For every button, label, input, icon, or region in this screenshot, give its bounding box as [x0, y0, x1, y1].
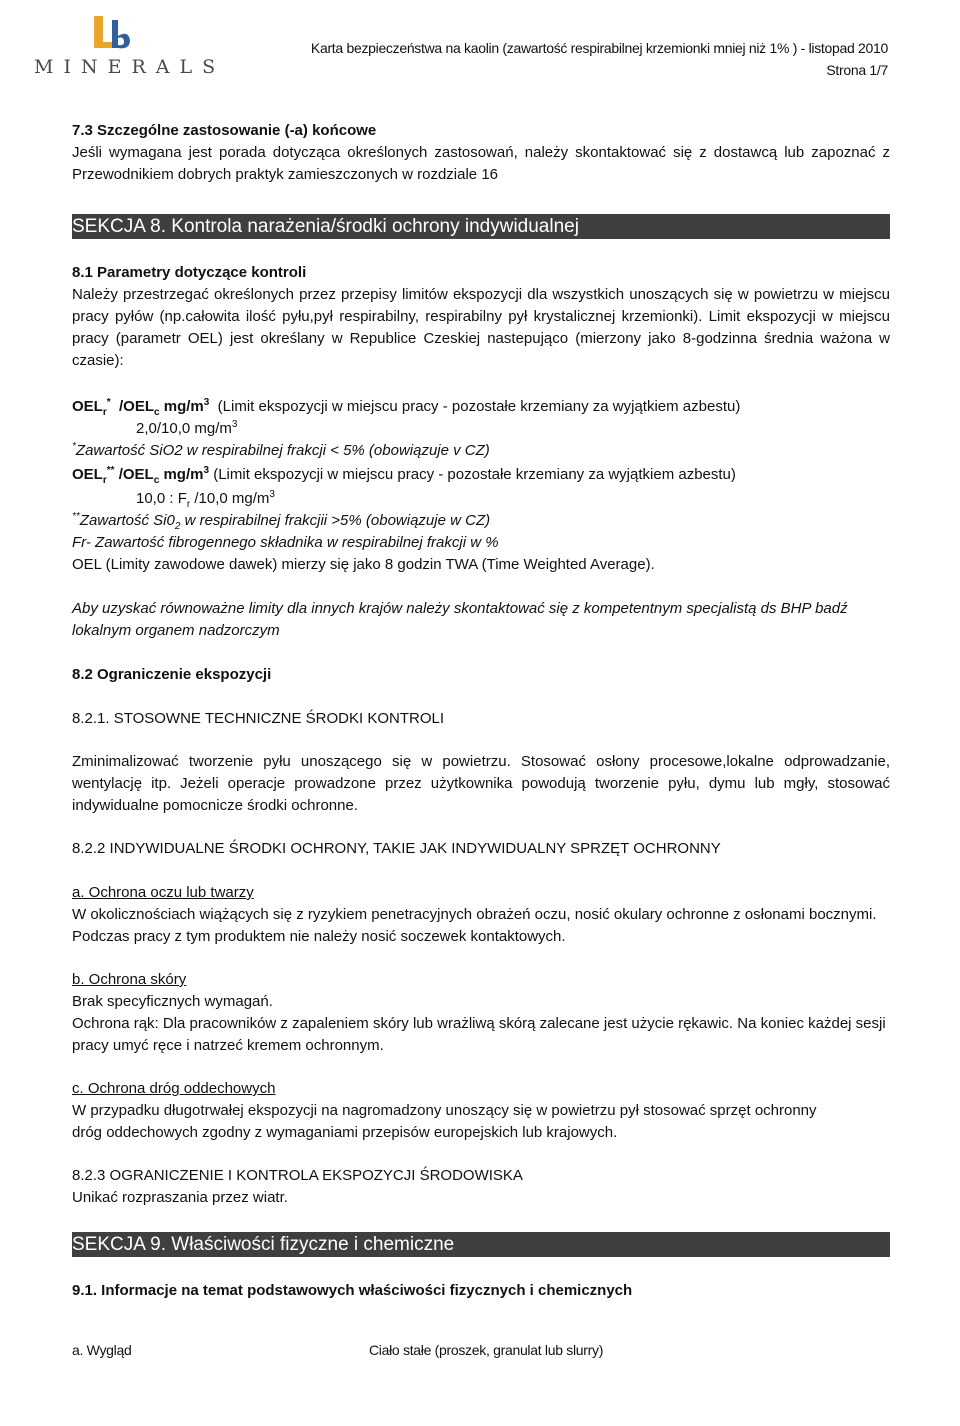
oel-2-value-a: 10,0 : F — [136, 490, 187, 507]
oel-c-label: /OEL — [119, 398, 155, 415]
footnote-1-text: Zawartość SiO2 w respirabilnej frakcji < 5% (obowiązuje v CZ) — [75, 442, 490, 459]
skin-protection-text-1: Brak specyficznych wymagań. — [72, 993, 273, 1010]
section-8-header-text: SEKCJA 8. Kontrola narażenia/środki ochrony indywidualnej — [72, 216, 579, 237]
footnote-2-text-b: w respirabilnej frakcjii >5% (obowiązuje w CZ) — [180, 512, 491, 529]
oel-line-1 — [72, 396, 890, 418]
footnote-1-marker: * — [72, 441, 76, 452]
oel-sup-star: ** — [106, 465, 115, 476]
oel-2-value-b: /10,0 mg/m — [194, 490, 270, 507]
oel-unit-sup: 3 — [203, 465, 210, 476]
oel-sub-c: c — [153, 475, 160, 486]
oel-1-value-text: 2,0/10,0 mg/m — [136, 420, 232, 437]
oel-sub-r: r — [102, 407, 107, 418]
eye-protection-heading: a. Ochrona oczu lub twarzy — [72, 884, 254, 901]
oel-definition: OEL (Limity zawodowe dawek) mierzy się jako 8 godzin TWA (Time Weighted Average). — [72, 556, 655, 573]
document-title: Karta bezpieczeństwa na kaolin (zawartość respirabilnej krzemionki mniej niż 1% ) - listopad 2010 — [310, 40, 888, 56]
oel-unit-sup: 3 — [203, 397, 210, 408]
oel-2-value-sub: r — [186, 499, 191, 510]
oel-sub-r: r — [102, 475, 107, 486]
oel-2-value-sup: 3 — [269, 489, 275, 500]
minerals-logo — [28, 12, 226, 80]
fr-definition: Fr- Zawartość fibrogennego składnika w respirabilnej frakcji w % — [72, 534, 499, 551]
section-8-2-3-text: Unikać rozpraszania przez wiatr. — [72, 1189, 288, 1206]
section-8-2-1-title: 8.2.1. STOSOWNE TECHNICZNE ŚRODKI KONTROLI — [72, 710, 445, 727]
section-7-3-text: Jeśli wymagana jest porada dotycząca określonych zastosowań, należy skontaktować się z dostawcą lub zapoznać z Przewodnikiem dobrych praktyk zamieszczonych w rozdziale 16 — [72, 144, 890, 183]
respiratory-protection-heading: c. Ochrona dróg oddechowych — [72, 1080, 276, 1097]
section-8-2-2-title: 8.2.2 INDYWIDUALNE ŚRODKI OCHRONY, TAKIE JAK INDYWIDUALNY SPRZĘT OCHRONNY — [72, 840, 721, 857]
section-8-1-title: 8.1 Parametry dotyczące kontroli — [72, 264, 307, 281]
oel-sub-c: c — [154, 407, 160, 418]
oel-2-value — [72, 488, 954, 510]
footnote-2-marker: ** — [72, 511, 80, 522]
eye-protection-text: W okolicznościach wiążących się z ryzykiem penetracyjnych obrażeń oczu, nosić okulary ochronne z osłonami bocznymi. Podczas pracy z tym produktem nie należy nosić soczewek kontaktowych. — [72, 906, 877, 945]
oel-1-value-sup: 3 — [231, 419, 238, 430]
skin-protection-title — [72, 969, 890, 991]
skin-protection-text-2: Ochrona rąk: Dla pracowników z zapaleniem skóry lub wrażliwą skórą zalecane jest użycie rękawic. Na koniec każdej sesji pracy umyć ręce i natrzeć kremem ochronnym. — [72, 1015, 886, 1054]
property-a-label: a. Wygląd — [72, 1342, 132, 1358]
section-9-1-title: 9.1. Informacje na temat podstawowych właściwości fizycznych i chemicznych — [72, 1282, 633, 1299]
section-9-header-text: SEKCJA 9. Właściwości fizyczne i chemiczne — [72, 1234, 455, 1255]
eye-protection-title — [72, 882, 890, 904]
footnote-2 — [72, 510, 890, 532]
oel-line-2 — [72, 464, 890, 486]
section-8-2-3-title: 8.2.3 OGRANICZENIE I KONTROLA EKSPOZYCJI ŚRODOWISKA — [72, 1167, 523, 1184]
footnote-2-text-a: Zawartość Si0 — [79, 512, 175, 529]
oel-sup-star: * — [106, 397, 111, 408]
oel-c-label: /OEL — [118, 466, 154, 483]
respiratory-protection-title — [72, 1078, 890, 1100]
respiratory-protection-text: W przypadku długotrwałej ekspozycji na nagromadzony unoszący się w powietrzu pył stosować sprzęt ochronny dróg oddechowych zgodny z wymaganiami przepisów europejskich lub krajowych. — [72, 1102, 817, 1141]
oel-2-description: (Limit ekspozycji w miejscu pracy - pozostałe krzemiany za wyjątkiem azbestu) — [213, 466, 736, 483]
section-8-1-text: Należy przestrzegać określonych przez przepisy limitów ekspozycji dla wszystkich unoszących się w powietrzu w miejscu pracy pyłów (np.całowita ilość pyłu,pył respirabilny, respirabilny pył krystalicznej krzemionki). Limit ekspozycji w miejscu pracy (parametr OEL) jest określany w Republice Czeskiej nastepująco (mierzony jako 8-godzinna średnia ważona w czasie): — [72, 286, 890, 369]
oel-unit: mg/m — [163, 398, 204, 415]
section-9-header-bar — [72, 1232, 890, 1257]
oel-1-description: (Limit ekspozycji w miejscu pracy - pozostałe krzemiany za wyjątkiem azbestu) — [217, 398, 741, 415]
logo-text: MINERALS — [34, 56, 226, 78]
oel-unit: mg/m — [163, 466, 204, 483]
section-7-3-title: 7.3 Szczególne zastosowanie (-a) końcowe — [72, 122, 377, 139]
equivalent-limits-note: Aby uzyskać równoważne limity dla innych krajów należy skontaktować się z kompetentnym specjalistą ds BHP badź lokalnym organem nadzorczym — [72, 600, 848, 639]
skin-protection-heading: b. Ochrona skóry — [72, 971, 187, 988]
section-8-2-1-text: Zminimalizować tworzenie pyłu unoszącego się w powietrzu. Stosować osłony procesowe,lokalne odprowadzanie, wentylację itp. Jeżeli operacje prowadzone przez użytkownika powodują tworzenie pyłu, dymu lub mgły, stosować indywidualne pomocnicze środki ochronne. — [72, 753, 890, 814]
section-8-2-title: 8.2 Ograniczenie ekspozycji — [72, 666, 272, 683]
page-number: Strona 1/7 — [826, 62, 888, 78]
property-a-value: Ciało stałe (proszek, granulat lub slurry) — [369, 1342, 604, 1358]
footnote-1 — [72, 440, 890, 462]
footnote-2-sub: 2 — [174, 521, 181, 532]
oel-label: OEL — [72, 398, 103, 415]
oel-1-value — [72, 418, 954, 440]
lb-logo-icon — [90, 12, 150, 56]
oel-label: OEL — [72, 466, 103, 483]
section-8-header-bar — [72, 214, 890, 239]
